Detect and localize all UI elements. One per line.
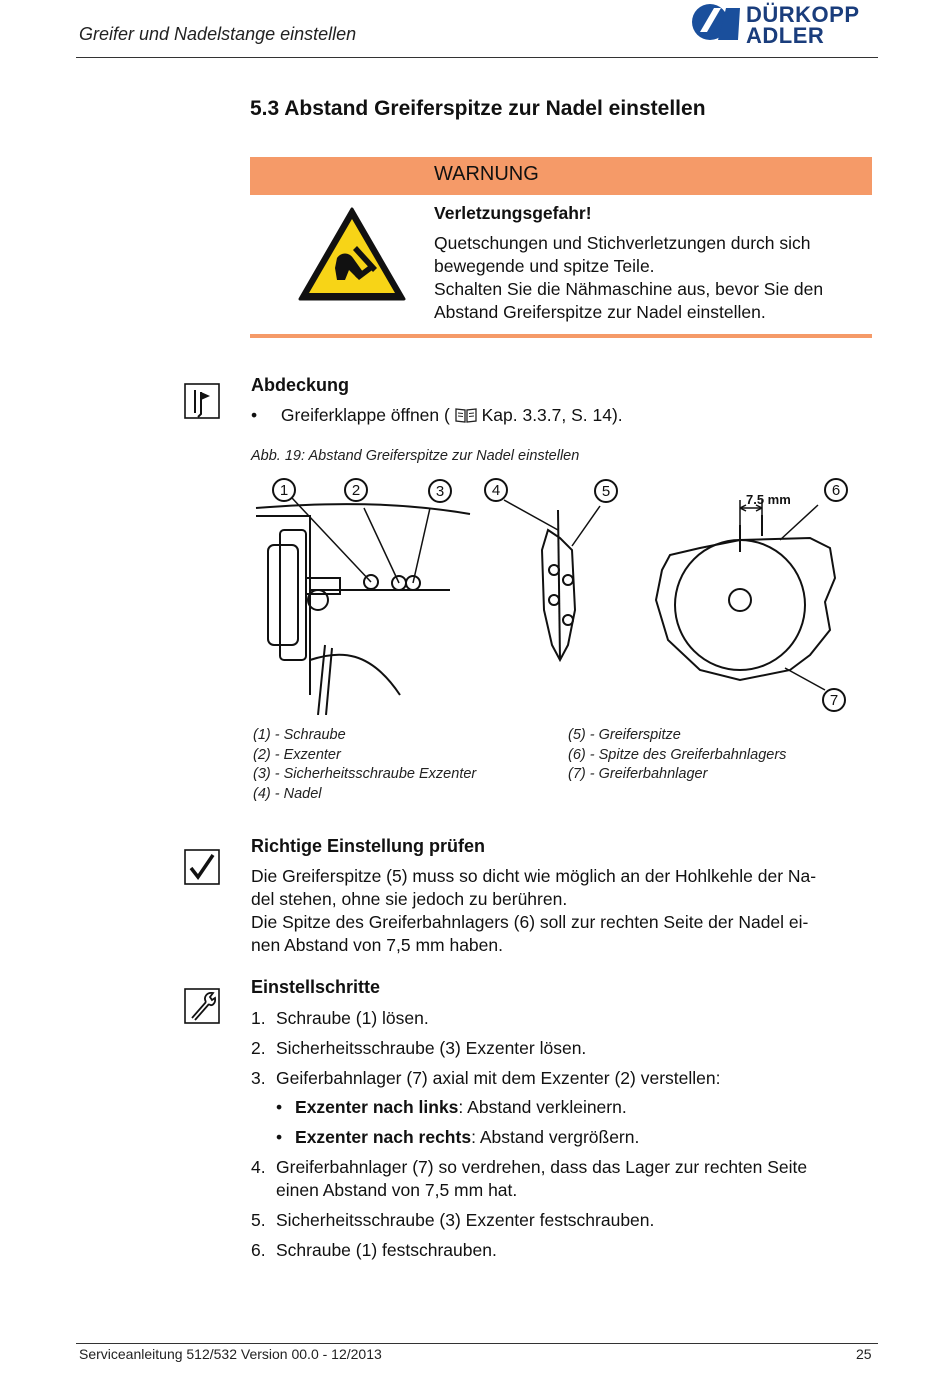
checkmark-icon [184,849,220,885]
step-number: 1. [251,1008,266,1028]
footer-document-info: Serviceanleitung 512/532 Version 00.0 - 12/2013 [79,1346,382,1362]
step-number: 4. [251,1157,266,1177]
step-text: Sicherheitsschraube (3) Exzenter festschrauben. [276,1210,655,1230]
legend-item: (7) - Greiferbahnlager [568,766,708,782]
page-number: 25 [856,1346,872,1362]
callout-3: 3 [435,483,445,500]
header-rule [76,57,878,58]
legend-item: (3) - Sicherheitsschraube Exzenter [253,766,477,782]
step-text: Sicherheitsschraube (3) Exzenter lösen. [276,1038,587,1058]
company-logo [690,2,880,46]
step-number: 3. [251,1068,266,1088]
step-number: 5. [251,1210,266,1230]
step-text: Schraube (1) festschrauben. [276,1240,497,1260]
step-6 [251,1239,497,1262]
step-text-continued: einen Abstand von 7,5 mm hat. [276,1180,518,1200]
legend-item: (4) - Nadel [253,785,322,802]
logo-text-line2: ADLER [746,23,825,46]
step-text: Schraube (1) lösen. [276,1008,429,1028]
bullet-text: : Abstand verkleinern. [458,1097,627,1117]
dimension-label: 7.5 mm [746,492,791,507]
book-icon [455,407,477,423]
section-title: 5.3 Abstand Greiferspitze zur Nadel einstellen [250,97,706,120]
check-line-3: Die Spitze des Greiferbahnlagers (6) soll zur rechten Seite der Nadel ei- [251,912,809,932]
check-line-4: nen Abstand von 7,5 mm haben. [251,935,503,955]
warning-text-2: Schalten Sie die Nähmaschine aus, bevor Sie den Abstand Greiferspitze zur Nadel einstellen. [434,279,824,322]
legend-left [253,726,476,804]
legend-right [568,726,786,785]
hand-crush-warning-icon [297,206,407,302]
step-text: Greiferbahnlager (7) so verdrehen, dass das Lager zur rechten Seite [276,1157,808,1177]
bullet: • [276,1097,283,1117]
step-5 [251,1209,654,1232]
step-1 [251,1007,429,1030]
check-title: Richtige Einstellung prüfen [251,836,486,856]
legend-item: (6) - Spitze des Greiferbahnlagers [568,746,787,763]
figure-caption: Abb. 19: Abstand Greiferspitze zur Nadel einstellen [251,448,580,464]
cover-item-text: Greiferklappe öffnen ( [280,405,450,425]
check-text [251,865,876,957]
callout-2: 2 [351,482,361,499]
step-number: 6. [251,1240,266,1260]
callout-1: 1 [279,482,289,499]
callout-5: 5 [601,483,611,500]
logo-text-line1: DÜRKOPP [746,2,860,27]
chapter-reference-link[interactable]: Kap. 3.3.7, S. 14). [481,405,623,425]
step-3 [251,1067,721,1090]
step-4 [251,1156,807,1202]
steps-title: Einstellschritte [251,977,381,997]
warning-text [434,232,864,324]
bullet-bold: Exzenter nach links [295,1097,459,1117]
cover-title: Abdeckung [251,375,350,395]
callout-6: 6 [831,482,841,499]
footer-rule [76,1343,878,1344]
bullet-bold: Exzenter nach rechts [295,1127,472,1147]
wrench-icon [184,988,220,1024]
technical-figure [250,470,870,715]
step-3-bullet-2 [276,1126,639,1149]
warning-subtitle: Verletzungsgefahr! [434,203,592,223]
legend-item: (2) - Exzenter [253,746,341,763]
warning-bar [250,157,872,195]
cover-icon [184,383,220,419]
legend-item: (1) - Schraube [253,727,346,743]
warning-label: WARNUNG [434,163,539,185]
warning-text-1: Quetschungen und Stichverletzungen durch sich bewegende und spitze Teile. [434,233,811,276]
callout-4: 4 [491,482,501,499]
bullet: • [276,1127,283,1147]
cover-bullet: • [251,405,258,425]
callout-7: 7 [829,692,839,709]
step-number: 2. [251,1038,266,1058]
step-3-bullet-1 [276,1096,627,1119]
cover-item [251,404,623,427]
legend-item: (5) - Greiferspitze [568,727,681,743]
step-text: Geiferbahnlager (7) axial mit dem Exzenter (2) verstellen: [276,1068,721,1088]
check-line-1: Die Greiferspitze (5) muss so dicht wie möglich an der Hohlkehle der Na- [251,866,817,886]
bullet-text: : Abstand vergrößern. [471,1127,640,1147]
step-2 [251,1037,586,1060]
header-title: Greifer und Nadelstange einstellen [79,24,357,44]
check-line-2: del stehen, ohne sie jedoch zu berühren. [251,889,568,909]
warning-bottom-rule [250,334,872,338]
